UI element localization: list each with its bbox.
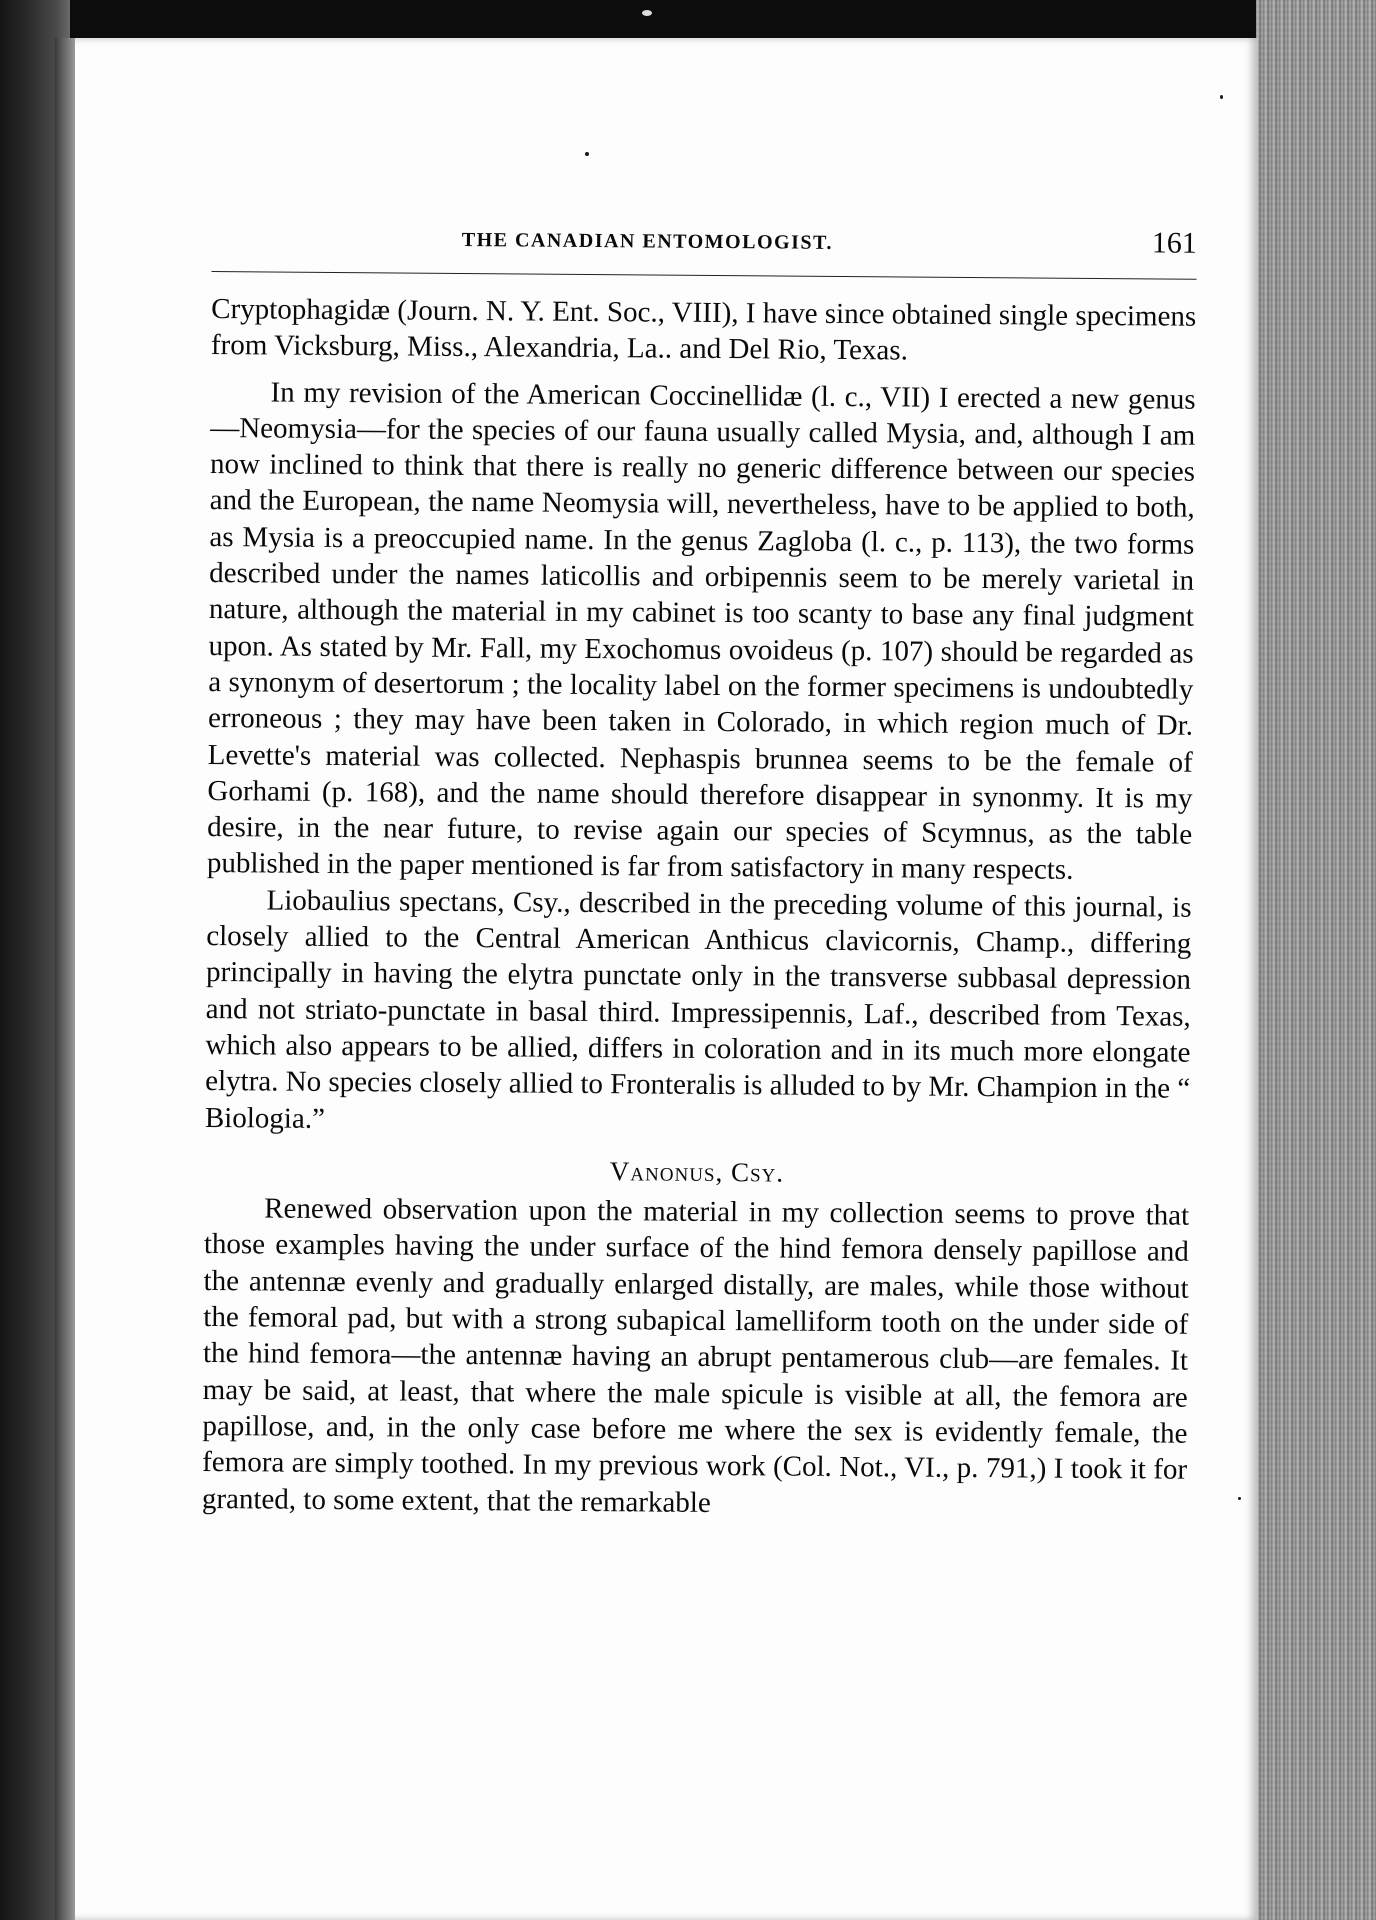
- scan-speck: [642, 10, 652, 16]
- scan-speck: [585, 152, 589, 156]
- section-heading: Vanonus, Csy.: [609, 1155, 785, 1188]
- page-content: [201, 213, 1197, 1519]
- paragraph-4: Renewed observation upon the material in my collection seems to prove that those examples having the under surface of the hind femora densely papillose and the antennæ evenly and gradually enlarged distally, are males, while those without the femoral pad, but with a strong subapical lamelliform tooth on the under side of the hind femora—the antennæ having an abrupt pentamerous club—are females. It may be said, at least, that where the male spicule is visible at all, the femora are papillose, and, in the only case before me where the sex is evidently female, the femora are simply toothed. In my previous work (Col. Not., VI., p. 791,) I took it for granted, to some extent, that the remarkable: [201, 1192, 1190, 1519]
- paragraph-2: In my revision of the American Coccinellidæ (l. c., VII) I erected a new genus—Neomysia—for the species of our fauna usually called Mysia, and, although I am now inclined to think that there is really no generic difference between our species and the European, the name Neomysia will, nevertheless, have to be applied to both, as Mysia is a preoccupied name. In the genus Zagloba (l. c., p. 113), the two forms described under the names laticollis and orbipennis seem to be merely varietal in nature, although the material in my cabinet is too scanty to base any final judgment upon. As stated by Mr. Fall, my Exochomus ovoideus (p. 107) should be regarded as a synonym of desertorum ; the locality label on the former specimens is undoubtedly erroneous ; they may have been taken in Colorado, in which region much of Dr. Levette's material was collected. Nephaspis brunnea seems to be the female of Gorhami (p. 168), and the name should therefore disappear in synonmy. It is my desire, in the near future, to revise again our species of Scymnus, as the table published in the paper mentioned is far from satisfactory in many respects.: [206, 376, 1196, 887]
- book-page-stack: [1256, 0, 1376, 1920]
- running-title: THE CANADIAN ENTOMOLOGIST.: [461, 228, 833, 254]
- book-page: [72, 38, 1258, 1920]
- header-rule: [212, 271, 1197, 280]
- body-text: [202, 291, 1197, 1524]
- scan-speck: [1220, 95, 1223, 99]
- scan-top-border: [0, 0, 1376, 38]
- gutter-shadow: [55, 38, 75, 1920]
- paragraph-1: Cryptophagidæ (Journ. N. Y. Ent. Soc., VIII), I have since obtained single specimens from Vicksburg, Miss., Alexandria, La.. and Del Rio, Texas.: [210, 292, 1197, 367]
- page-number: 161: [1151, 226, 1197, 260]
- paragraph-3: Liobaulius spectans, Csy., described in the preceding volume of this journal, is closely allied to the Central American Anthicus clavicornis, Champ., differing principally in having the elytra punctate only in the transverse subbasal depression and not striato-punctate in basal third. Impressipennis, Laf., described from Texas, which also appears to be allied, differs in coloration and in its much more elongate elytra. No species closely allied to Fronteralis is alluded to by Mr. Champion in the “ Biologia.”: [204, 884, 1192, 1135]
- scan-speck: [1238, 1497, 1241, 1500]
- page-header: [212, 213, 1197, 277]
